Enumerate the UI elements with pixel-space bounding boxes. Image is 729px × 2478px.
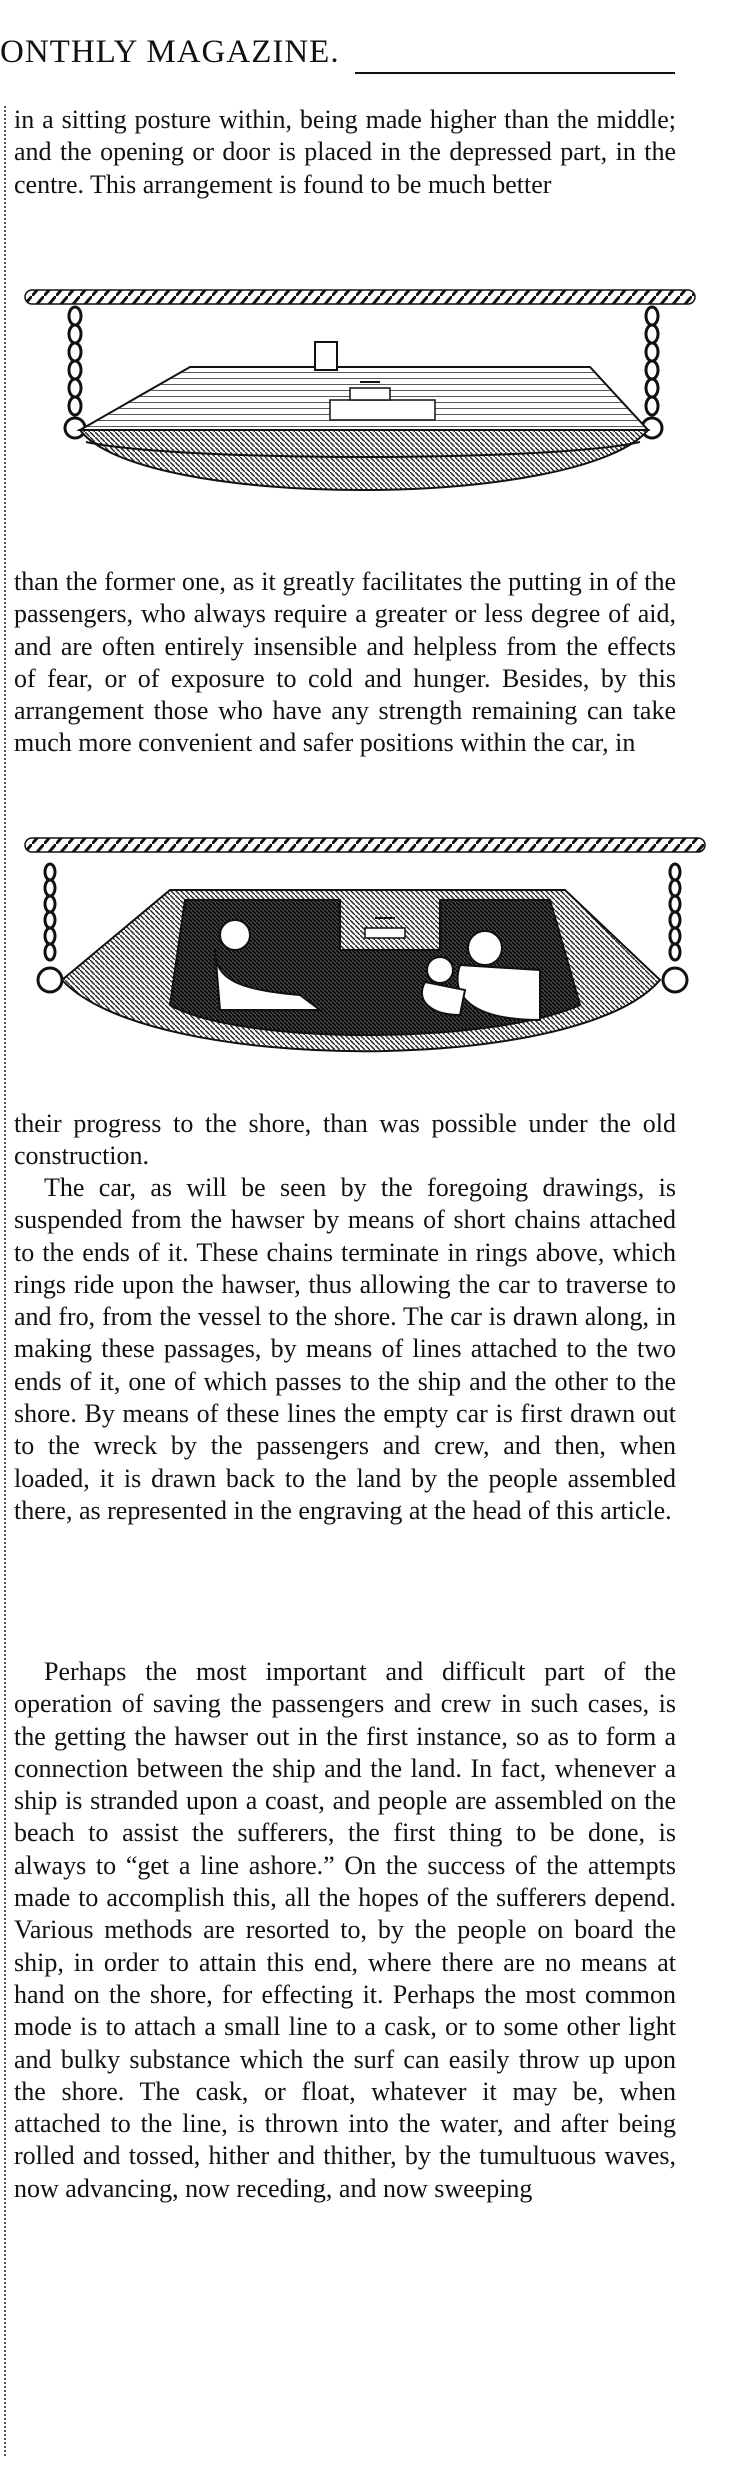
page-header bbox=[0, 26, 729, 86]
paragraph-3: their progress to the shore, than was possible under the old construction. bbox=[14, 1109, 676, 1171]
hawser-rope bbox=[25, 290, 695, 304]
paragraph-5: Perhaps the most important and difficult part of the operation of saving the passengers and crew in such cases, is the getting the hawser out in the first instance, so as to form a connection between the ship and the land. In fact, whenever a ship is stranded upon a coast, and people are assembled on the beach to assist the sufferers, the first thing to be done, is always to “get a line ashore.” On the success of the attempts made to accomplish this, all the hopes of the sufferers depend. Various methods are resorted to, by the people on board the ship, in order to attain this end, where there are no means at hand on the shore, for effecting it. Perhaps the most common mode is to attach a small line to a cask, or to some other light and bulky substance which the surf can easily throw up upon the shore. The cask, or float, whatever it may be, when attached to the line, is thrown into the water, and after being rolled and tossed, hither and thither, by the tumultuous waves, now advancing, now receding, and now sweeping bbox=[14, 1657, 676, 2203]
life-car-open-engraving bbox=[20, 830, 710, 1100]
paragraph-4: The car, as will be seen by the foregoing drawings, is suspended from the hawser by means of short chains attached to the ends of it. These chains terminate in rings above, which rings ride upon the hawser, thus allowing the car to traverse to and fro, from the vessel to the shore. The car is drawn along, in making these passages, by means of lines attached to the two ends of it, one of which passes to the ship and the other to the shore. By means of these lines the empty car is first drawn out to the wreck by the passengers and crew, and then, when loaded, it is drawn back to the land by the people assembled there, as represented in the engraving at the head of this article. bbox=[14, 1173, 676, 1525]
car-door bbox=[330, 400, 435, 420]
figure-closed-life-car bbox=[20, 282, 710, 532]
running-head-title: ONTHLY MAGAZINE. bbox=[0, 34, 340, 70]
hawser-rope bbox=[25, 838, 705, 852]
header-rule bbox=[355, 72, 675, 74]
car-hull bbox=[80, 430, 648, 490]
life-car-closed-engraving bbox=[20, 282, 710, 532]
figure-open-life-car bbox=[20, 830, 710, 1100]
paragraph-2: than the former one, as it greatly facilitates the putting in of the passengers, who always require a greater or less degree of aid, and are often entirely insensible and helpless from the effects of fear, or of exposure to cold and hunger. Besides, by this arrangement those who have any strength remaining can take much more convenient and safer positions within the car, in bbox=[14, 567, 676, 758]
column-dotted-rule bbox=[4, 106, 6, 2456]
paragraph-1: in a sitting posture within, being made higher than the middle; and the opening or door is placed in the depressed part, in the centre. This arrangement is found to be much better bbox=[14, 105, 676, 199]
